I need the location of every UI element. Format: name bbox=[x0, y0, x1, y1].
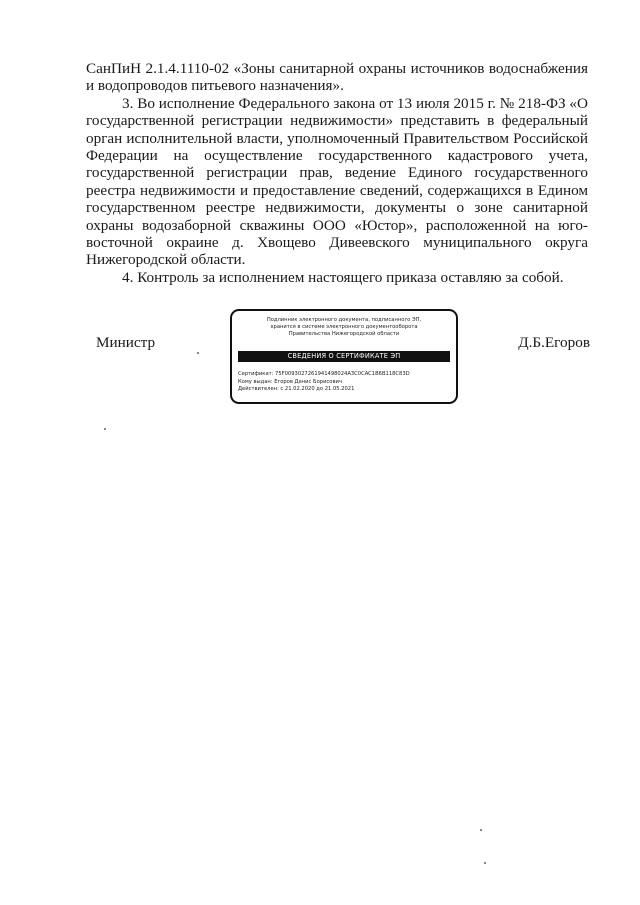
stamp-certificate-number: Сертификат: 75F0093027261941498024A3C0CAC1B6B118C83D bbox=[238, 371, 410, 377]
scan-speck bbox=[104, 428, 106, 430]
stamp-header-line: хранится в системе электронного документооборота bbox=[270, 324, 418, 331]
stamp-header-line: Подлинник электронного документа, подписанного ЭП, bbox=[266, 317, 422, 323]
paragraph-sanpin: СанПиН 2.1.4.1110-02 «Зоны санитарной охраны источников водоснабжения и водопроводов питьевого назначения». bbox=[86, 60, 588, 95]
paragraph-item-3: 3. Во исполнение Федерального закона от 13 июля 2015 г. № 218-ФЗ «О государственной регистрации недвижимости» представить в федеральный орган исполнительной власти, уполномоченный Правительством Российской Федерации на осуществление государственного кадастрового учета, государственной регистрации прав, ведение Единого государственного реестра недвижимости и предоставление сведений, содержащихся в Едином государственном реестре недвижимости, документы о зоне санитарной охраны водозаборной скважины ООО «Юстор», расположенной на юго-восточной окраине д. Хвощево Дивеевского муниципального округа Нижегородской области. bbox=[86, 94, 588, 269]
scan-speck bbox=[197, 352, 199, 354]
stamp-validity: Действителен: с 21.02.2020 до 21.05.2021 bbox=[238, 386, 355, 393]
scan-speck bbox=[484, 862, 486, 864]
stamp-details bbox=[238, 371, 410, 394]
electronic-signature-stamp bbox=[230, 309, 458, 404]
signatory-title: Министр bbox=[96, 334, 156, 351]
stamp-issued-to: Кому выдан: Егоров Денис Борисович bbox=[238, 378, 342, 385]
scan-speck bbox=[480, 829, 482, 831]
stamp-header-line: Правительства Нижегородской области bbox=[288, 331, 400, 338]
signatory-name: Д.Б.Егоров bbox=[518, 334, 590, 351]
paragraph-item-4: 4. Контроль за исполнением настоящего приказа оставляю за собой. bbox=[122, 268, 564, 286]
stamp-header bbox=[236, 317, 452, 339]
document-body bbox=[86, 60, 588, 286]
stamp-certificate-title: СВЕДЕНИЯ О СЕРТИФИКАТЕ ЭП bbox=[238, 351, 450, 362]
